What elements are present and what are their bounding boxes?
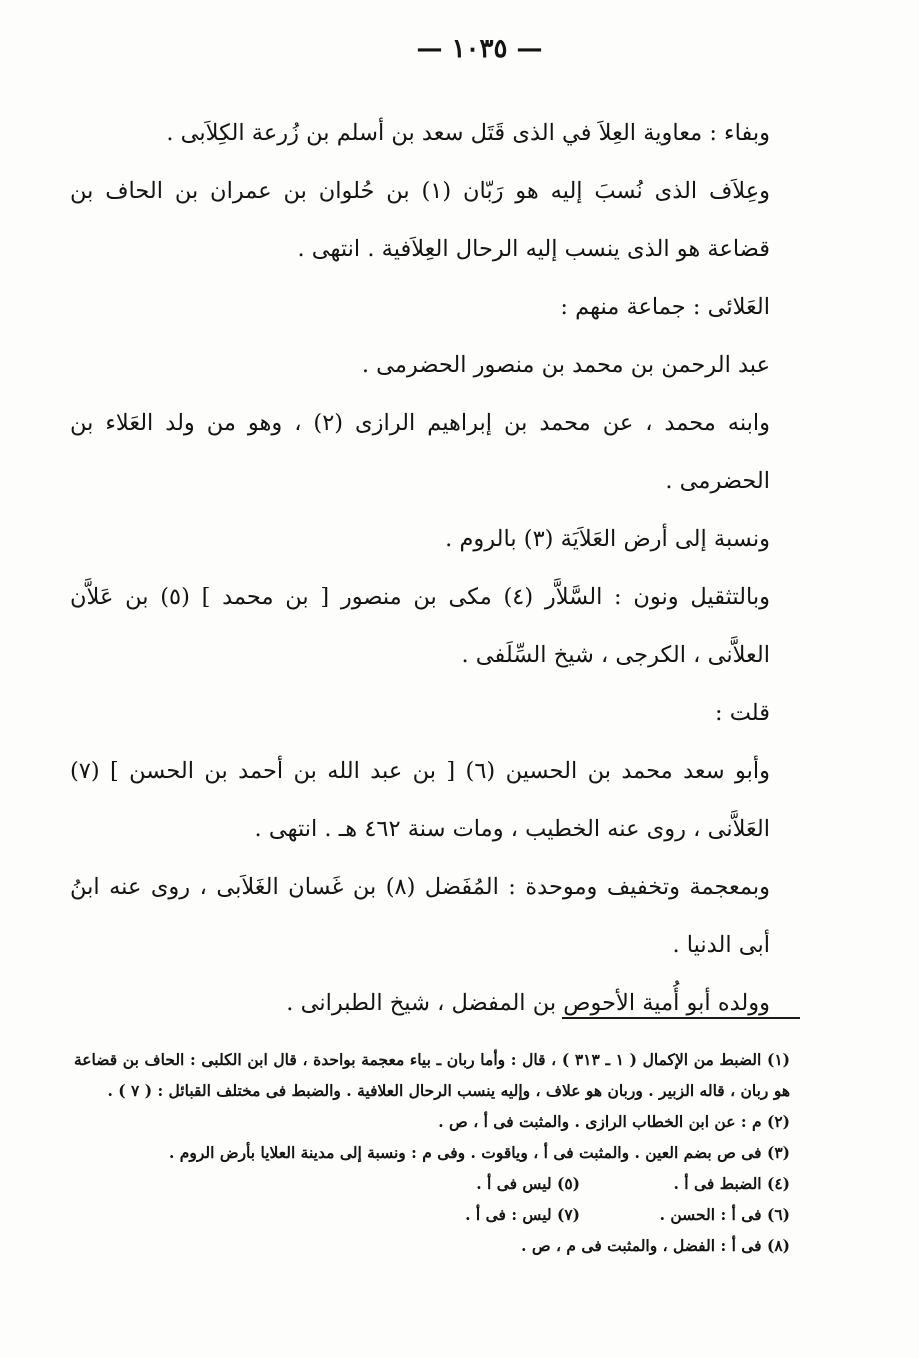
footnote-8: (٨) فى أ : الفضل ، والمثبت فى م ، ص . [521,1236,790,1255]
footnote-4: (٤) الضبط فى أ . [673,1174,790,1193]
paragraph-abd-al-rahman: عبد الرحمن بن محمد بن منصور الحضرمى . [361,352,770,378]
footnote-7: (٧) ليس : فى أ . [465,1205,580,1224]
footnote-3: (٣) فى ص بضم العين . والمثبت فى أ ، وياقوت . وفى م : ونسبة إلى مدينة العلايا بأرض الروم . [168,1143,790,1162]
paragraph-muawiya: وبفاء : معاوية العِلاَ في الذى قَتَل سعد بن أسلم بن زُرعة الكِلاَبى . [166,120,770,146]
paragraph-nisba: ونسبة إلى أرض العَلاَيَة (٣) بالروم . [445,526,770,552]
page-number: — ١٠٣٥ — [416,34,543,64]
footnote-1: (١) الضبط من الإكمال ( ١ ـ ٣١٣ ) ، قال : وأما ربان ـ بياء معجمة بواحدة ، قال ابن الكلبى : الحاف بن قضاعة هو ربان ، قاله الزبير . وربان هو علاف ، وإليه ينسب الرحال العلافية . والضبط فى مختلف القبائل : ( ٧ ) . [74,1050,790,1100]
paragraph-qultu: قلت : [714,700,770,726]
footnote-2: (٢) م : عن ابن الخطاب الرازى . والمثبت فى أ ، ص . [438,1112,790,1131]
main-text-body [70,104,810,1032]
paragraph-son-muhammad: وابنه محمد ، عن محمد بن إبراهيم الرازى (٢) ، وهو من ولد العَلاء بن الحضرمى . [70,410,771,494]
footnotes-section [74,1044,820,1261]
footnote-6: (٦) فى أ : الحسن . [659,1205,790,1224]
paragraph-walad: وولده أبو أُمية الأحوص بن المفضل ، شيخ الطبرانى . [286,990,770,1016]
footnote-divider [562,1017,800,1019]
footnote-row-6-7 [74,1199,820,1230]
paragraph-alai-heading: العَلائى : جماعة منهم : [560,294,770,320]
paragraph-sallar: وبالتثقيل ونون : السَّلاَّر (٤) مكى بن منصور [ بن محمد ] (٥) بن عَلاَّن العلاَّنى ، الكرجى ، شيخ السِّلَفى . [70,584,770,668]
footnote-5: (٥) ليس فى أ . [476,1174,580,1193]
paragraph-mufaddal: وبمعجمة وتخفيف وموحدة : المُفَضل (٨) بن غَسان الغَلاَبى ، روى عنه ابنُ أبى الدنيا . [70,874,770,958]
footnote-row-4-5 [74,1168,820,1199]
paragraph-ilaf: وعِلاَف الذى نُسبَ إليه هو رَبّان (١) بن حُلوان بن عمران بن الحاف بن قضاعة هو الذى ينسب إليه الرحال العِلاَفية . انتهى . [70,178,770,262]
paragraph-abu-saad: وأبو سعد محمد بن الحسين (٦) [ بن عبد الله بن أحمد بن الحسن ] (٧) العَلاَّنى ، روى عنه الخطيب ، ومات سنة ٤٦٢ هـ . انتهى . [70,758,770,842]
